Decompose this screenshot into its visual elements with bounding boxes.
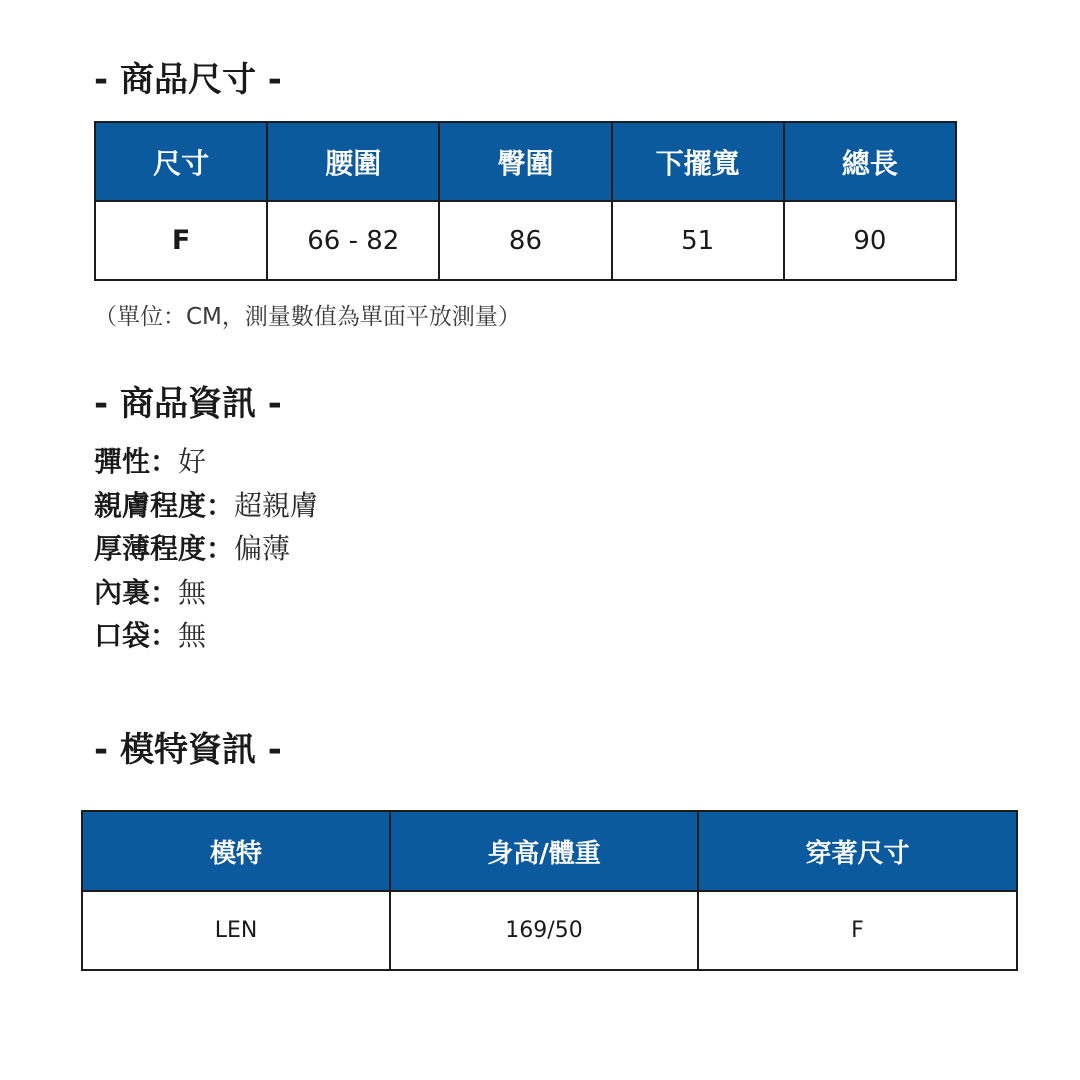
model-header-worn-size: 穿著尺寸: [698, 811, 1017, 891]
info-label-skin-friendly: 親膚程度：: [94, 488, 235, 522]
info-value-pocket: 無: [178, 619, 207, 653]
size-header-waist: 腰圍: [267, 122, 439, 201]
model-cell-height-weight: 169/50: [390, 891, 698, 970]
model-section-title: - 模特資訊 -: [94, 730, 282, 770]
info-label-thickness: 厚薄程度：: [94, 532, 235, 566]
size-cell-total-length: 90: [784, 201, 956, 280]
list-item: [94, 527, 318, 571]
info-section-title: - 商品資訊 -: [94, 384, 282, 424]
info-value-lining: 無: [178, 575, 207, 609]
size-cell-waist: 66 - 82: [267, 201, 439, 280]
size-header-total-length: 總長: [784, 122, 956, 201]
size-header-hip: 臀圍: [439, 122, 611, 201]
info-value-skin-friendly: 超親膚: [234, 488, 319, 522]
model-table: [81, 810, 1018, 971]
measurement-note: （單位：CM，測量數值為單面平放測量）: [94, 304, 521, 330]
size-header-hem-width: 下擺寬: [612, 122, 784, 201]
size-header-size: 尺寸: [95, 122, 267, 201]
model-header-height-weight: 身高/體重: [390, 811, 698, 891]
info-label-elasticity: 彈性：: [94, 445, 179, 478]
list-item: [94, 614, 318, 658]
list-item: [94, 440, 318, 484]
size-cell-size: F: [95, 201, 267, 280]
info-value-elasticity: 好: [178, 445, 207, 478]
size-table: [94, 121, 957, 281]
size-table-header-row: [95, 122, 956, 201]
product-info-list: [94, 440, 318, 658]
list-item: [94, 484, 318, 528]
model-cell-name: LEN: [82, 891, 390, 970]
model-cell-worn-size: F: [698, 891, 1017, 970]
info-label-lining: 內裏：: [94, 575, 179, 609]
table-row: [95, 201, 956, 280]
table-row: [82, 891, 1017, 970]
info-value-thickness: 偏薄: [234, 532, 291, 566]
size-cell-hem-width: 51: [612, 201, 784, 280]
size-section-title: - 商品尺寸 -: [94, 60, 282, 100]
model-header-model: 模特: [82, 811, 390, 891]
list-item: [94, 571, 318, 615]
model-table-header-row: [82, 811, 1017, 891]
info-label-pocket: 口袋：: [94, 619, 179, 653]
size-cell-hip: 86: [439, 201, 611, 280]
